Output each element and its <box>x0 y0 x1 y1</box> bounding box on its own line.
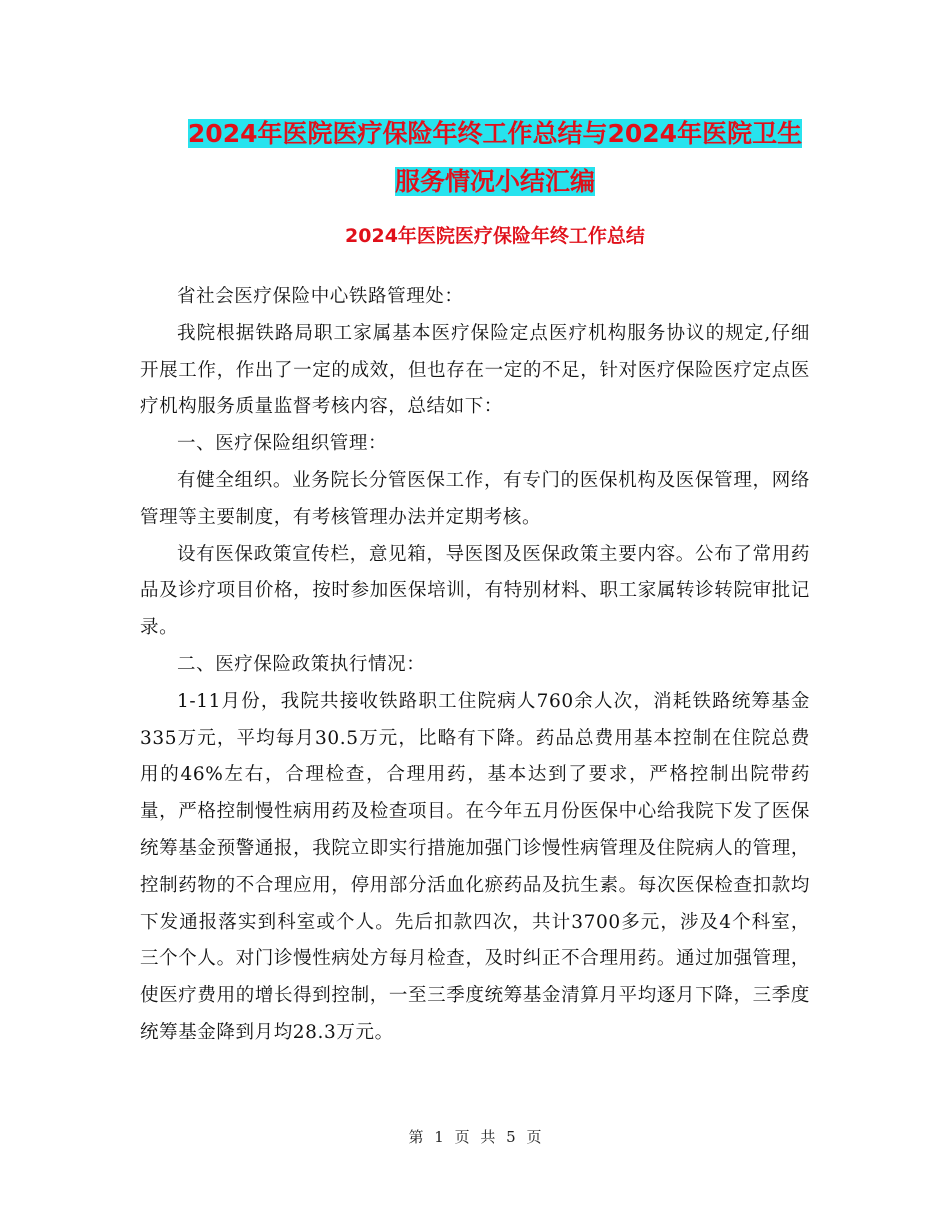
intro-paragraph: 我院根据铁路局职工家属基本医疗保险定点医疗机构服务协议的规定,仔细开展工作，作出了一定的成效，但也存在一定的不足，针对医疗保险医疗定点医疗机构服务质量监督考核内容，总结如下： <box>140 322 810 418</box>
page-footer: 第 1 页 共 5 页 <box>408 1128 542 1146</box>
heading-paragraph-1: 一、医疗保险组织管理： <box>177 433 388 455</box>
document-title <box>140 110 850 206</box>
document-body <box>140 279 810 1052</box>
body-paragraph: 设有医保政策宣传栏，意见箱，导医图及医保政策主要内容。公布了常用药品及诊疗项目价格，按时参加医保培训，有特别材料、职工家属转诊转院审批记录。 <box>140 543 810 639</box>
heading-paragraph-2: 二、医疗保险政策执行情况： <box>177 653 426 675</box>
document-title-line-2: 服务情况小结汇编 <box>394 167 595 196</box>
body-paragraph: 1-11月份，我院共接收铁路职工住院病人760余人次，消耗铁路统筹基金335万元，平均每月30.5万元，比略有下降。药品总费用基本控制在住院总费用的46%左右，合理检查，合理用药，基本达到了要求，严格控制出院带药量，严格控制慢性病用药及检查项目。在今年五月份医保中心给我院下发了医保统筹基金预警通报，我院立即实行措施加强门诊慢性病管理及住院病人的管理，控制药物的不合理应用，停用部分活血化瘀药品及抗生素。每次医保检查扣款均下发通报落实到科室或个人。先后扣款四次，共计3700多元，涉及4个科室，三个个人。对门诊慢性病处方每月检查，及时纠正不合理用药。通过加强管理，使医疗费用的增长得到控制，一至三季度统筹基金清算月平均逐月下降，三季度统筹基金降到月均28.3万元。 <box>140 690 810 1043</box>
salutation-paragraph: 省社会医疗保险中心铁路管理处： <box>177 286 464 307</box>
body-paragraph: 有健全组织。业务院长分管医保工作，有专门的医保机构及医保管理，网络管理等主要制度，有考核管理办法并定期考核。 <box>140 469 810 528</box>
document-title-line-1: 2024年医院医疗保险年终工作总结与2024年医院卫生 <box>187 119 803 148</box>
section-title: 2024年医院医疗保险年终工作总结 <box>345 225 645 247</box>
